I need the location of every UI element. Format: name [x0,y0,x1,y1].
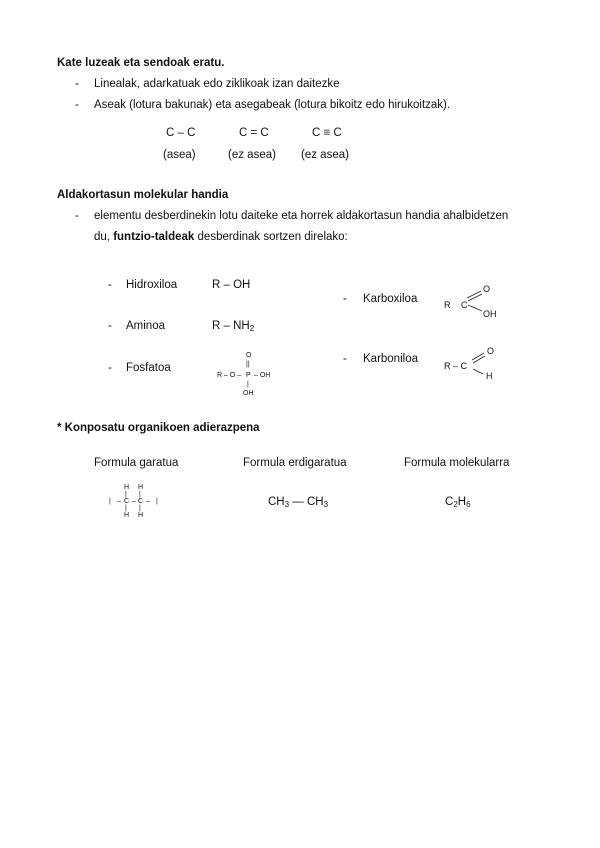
paragraph-line [94,231,348,243]
carbonyl-rc: R – C [444,361,468,371]
bond-horizontal: – [146,498,150,505]
section1-title: Kate luzeak eta sendoak eratu. [57,57,225,69]
ethane-molecular-formula [445,496,471,508]
carboxyl-c: C [461,300,468,310]
bond-triple-label: (ez asea) [301,149,349,161]
phosphate-left: R – O – [217,372,242,379]
carboxyl-o: O [483,284,491,294]
header-molecular: Formula molekularra [404,457,510,469]
formula-bond: — [289,496,307,508]
formula-part: CH [306,496,324,508]
group-name-karboniloa: Karboniloa [363,353,418,365]
bullet-dash: - [75,210,79,222]
bullet-dash: - [75,99,79,111]
section2-title: Aldakortasun molekular handia [57,189,229,201]
bullet-text: Aseak (lotura bakunak) eta asegabeak (lotura bikoitz edo hirukoitzak). [94,99,451,111]
header-semi: Formula erdigaratua [243,457,347,469]
atom-h: H [138,512,144,519]
group-dash: - [343,293,347,305]
group-dash: - [343,353,347,365]
group-dash: - [108,320,112,332]
phosphate-bottom-oh: OH [243,390,254,397]
paragraph-line: elementu desberdinekin lotu daiteke eta horrek aldakortasun handia ahalbidetzen [94,210,509,222]
bond-double-label: (ez asea) [228,149,276,161]
bond-vertical: | [139,505,141,512]
phosphate-single-bond: | [247,381,249,388]
carboxyl-r: R [444,300,451,310]
carbonyl-h: H [486,371,493,381]
carboxyl-structure [440,280,500,322]
emphasis-text: funtzio-taldeak [113,231,195,243]
formula-part: H [457,496,467,508]
phosphate-top-o: O [246,352,252,359]
atom-h: H [124,484,130,491]
atom-h: H [138,484,144,491]
bond-horizontal: – [132,498,136,505]
formula-part: CH [268,496,285,508]
bullet-text: Linealak, adarkatuak edo ziklikoak izan daitezke [94,78,340,90]
group-dash: - [108,279,112,291]
atom-c: C [138,498,144,505]
bond-vertical: | [125,505,127,512]
bond-double-formula: C = C [239,127,269,139]
phosphate-right: – OH [254,372,271,379]
carboxyl-oh: OH [483,309,497,319]
group-dash: - [108,362,112,374]
atom-h: H [124,512,130,519]
header-developed: Formula garatua [94,457,179,469]
group-name-fosfatoa: Fosfatoa [126,362,171,374]
formula-main: R – NH [212,320,250,332]
bond-triple-formula: C ≡ C [312,127,342,139]
formula-hidroxiloa: R – OH [212,279,251,291]
group-name-aminoa: Aminoa [126,320,165,332]
carbonyl-o: O [487,346,495,356]
paragraph-text: du, [94,231,114,243]
section3-title: * Konposatu organikoen adierazpena [57,422,260,434]
formula-subscript: 6 [466,500,471,509]
bond-vertical: | [156,498,158,505]
bond-single-formula: C – C [166,127,196,139]
ethane-semi-formula [268,496,328,508]
formula-aminoa [212,320,254,332]
phosphate-p: P [246,372,251,379]
group-name-karboxiloa: Karboxiloa [363,293,418,305]
bullet-dash: - [75,78,79,90]
formula-subscript: 3 [323,500,329,509]
formula-part: C [445,496,454,508]
carbonyl-structure [440,343,500,385]
bond-single-label: (asea) [163,149,196,161]
ethane-developed-structure [105,484,165,522]
formula-subscript: 3 [284,500,290,509]
paragraph-text: desberdinak sortzen direlako: [194,231,348,243]
bond-horizontal: – [117,498,121,505]
formula-subscript: 2 [453,500,458,509]
formula-subscript: 2 [249,324,255,333]
bond-vertical: | [109,498,111,505]
phosphate-double-bond: || [246,361,250,368]
atom-c: C [124,498,130,505]
bond-vertical: | [139,491,141,498]
bond-vertical: | [125,491,127,498]
group-name-hidroxiloa: Hidroxiloa [126,279,178,291]
